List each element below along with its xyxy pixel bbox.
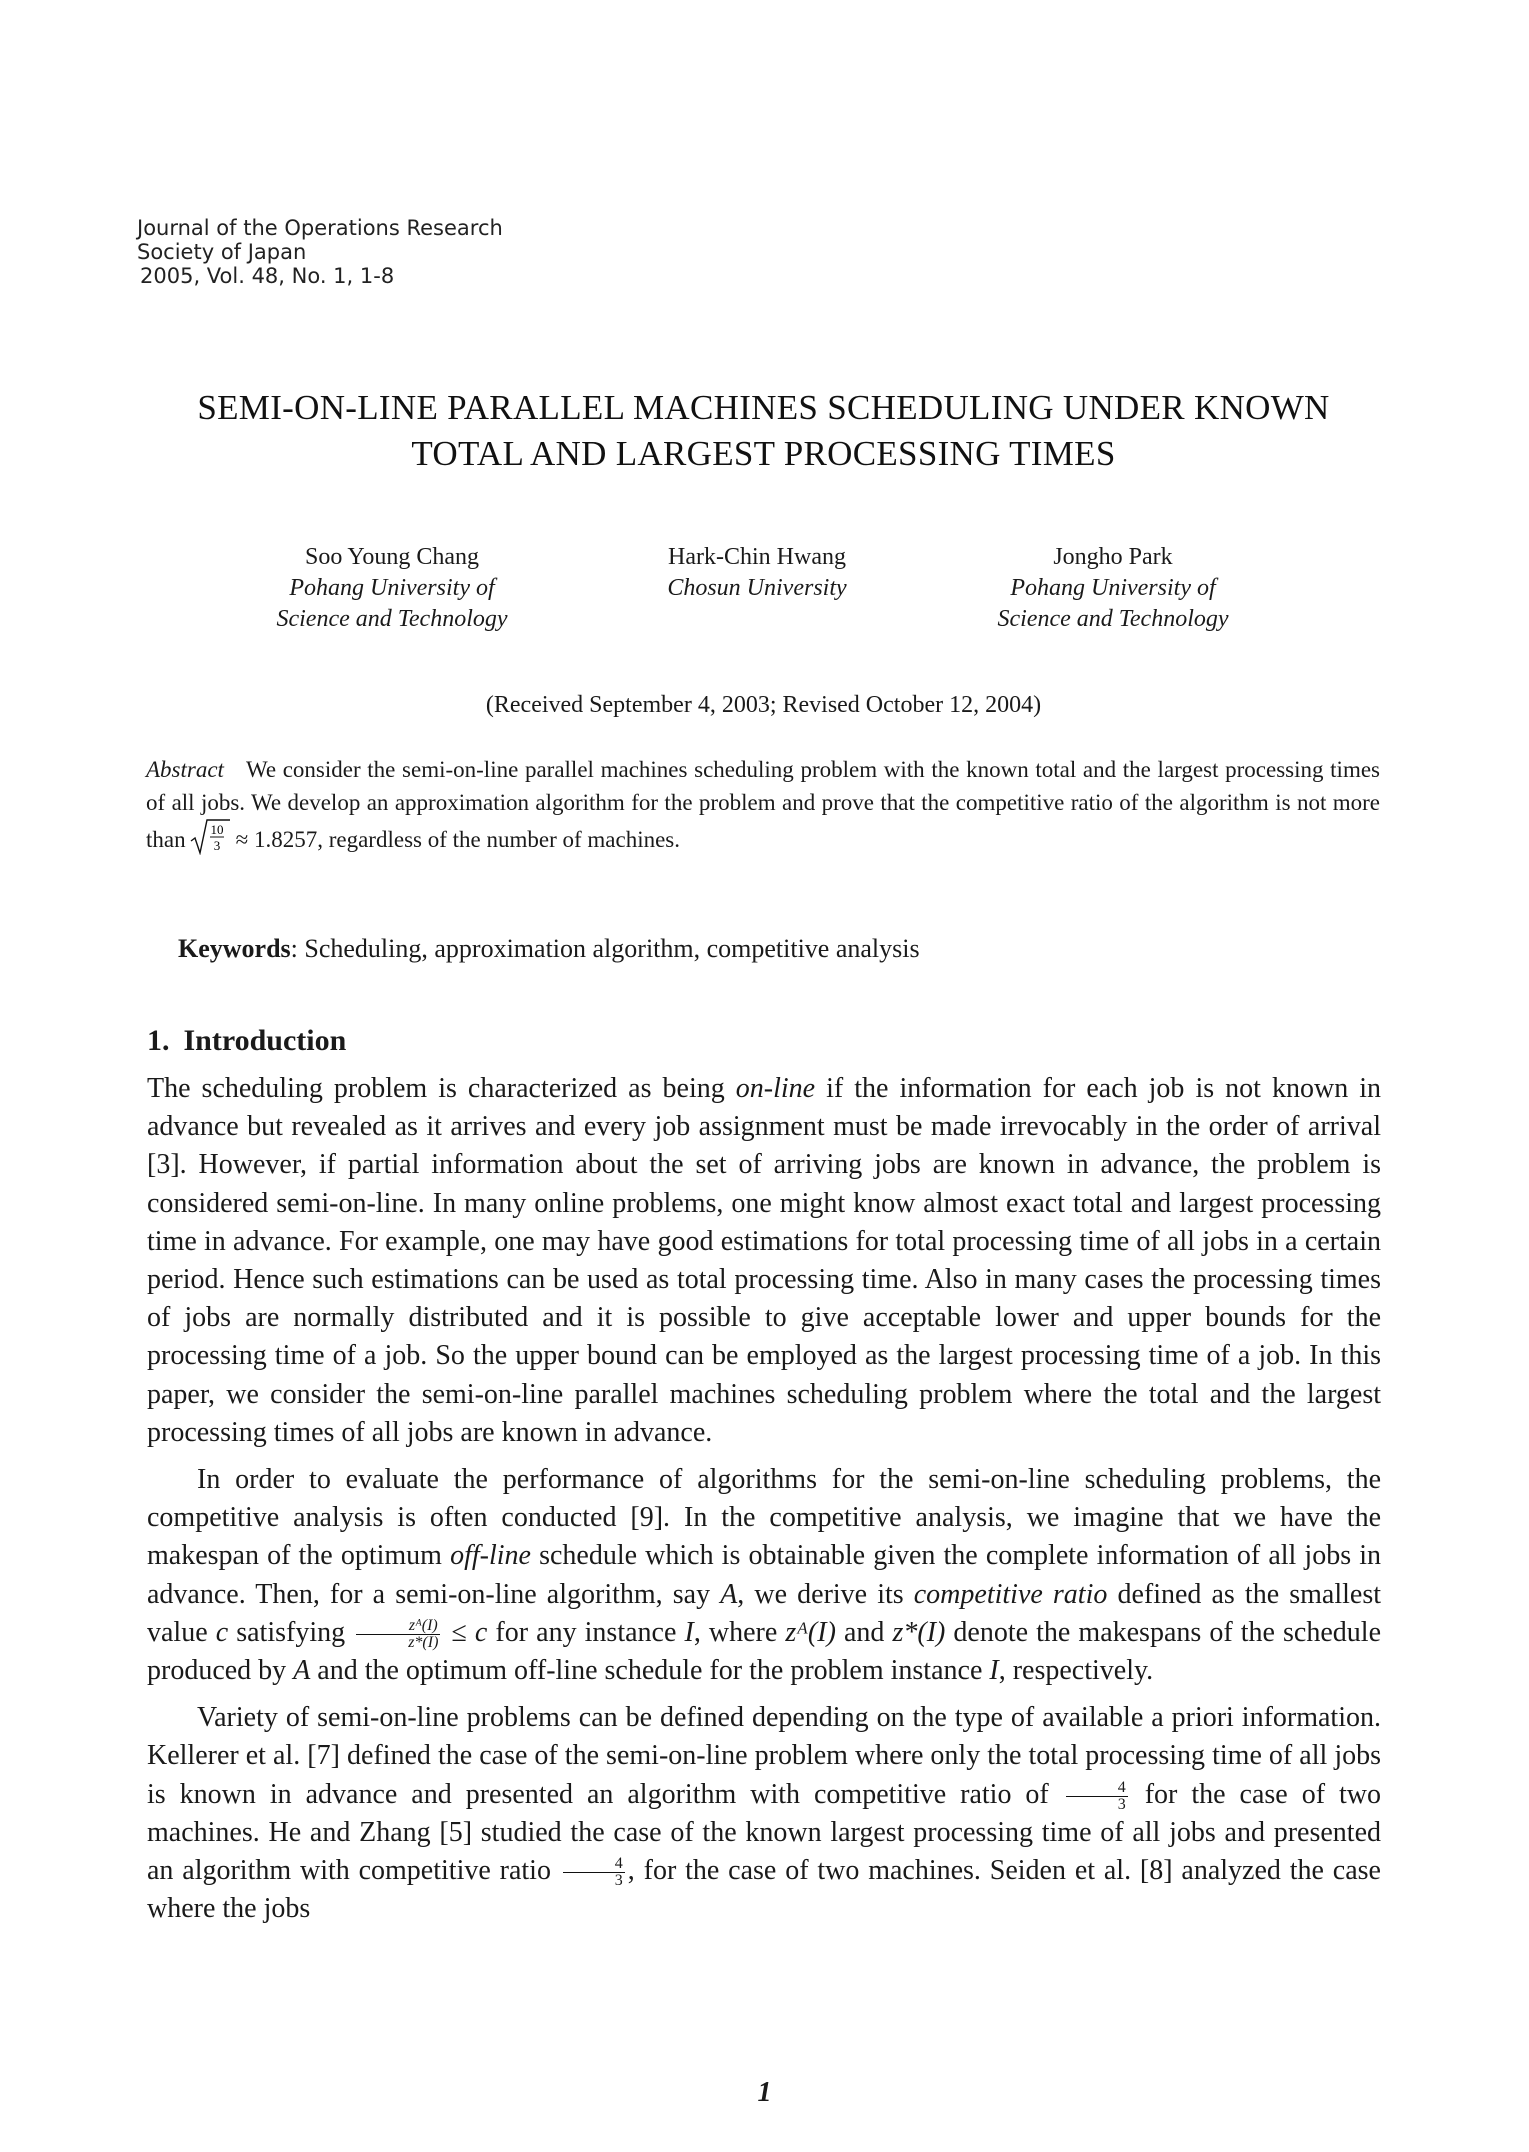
fraction-numerator: 4 — [1066, 1780, 1128, 1797]
sqrt-fraction — [190, 819, 230, 864]
fraction-numerator: 4 — [563, 1856, 625, 1873]
title-line2: TOTAL AND LARGEST PROCESSING TIMES — [411, 434, 1116, 473]
fraction-denominator: 3 — [1117, 1795, 1126, 1813]
fraction-numerator: zᴬ(I) — [356, 1618, 440, 1635]
abstract — [146, 753, 1380, 864]
emphasis: z*(I) — [892, 1616, 946, 1648]
text-span: , we derive its — [737, 1578, 914, 1610]
fraction-denominator: 3 — [614, 1872, 623, 1890]
section-heading — [147, 1022, 346, 1060]
paragraph — [147, 1070, 1381, 1452]
emphasis: A — [720, 1578, 738, 1610]
author-block — [953, 542, 1273, 635]
journal-name-line2: Society of Japan — [137, 240, 307, 264]
text-span: satisfying — [228, 1616, 354, 1648]
keywords — [178, 933, 1378, 965]
author-affiliation: Science and Technology — [997, 606, 1229, 632]
text-span: denote the makespans of the schedule produced by — [147, 1616, 1381, 1687]
section-number: 1. — [147, 1024, 170, 1057]
keywords-text: : Scheduling, approximation algorithm, competitive analysis — [290, 934, 920, 963]
abstract-text: We consider the semi-on-line parallel machines scheduling problem with the known total and the largest processing times of all jobs. We develop an approximation algorithm for the problem and prove that the competitive ratio of the algorithm is not more than — [146, 757, 1380, 852]
inline-fraction — [563, 1856, 625, 1889]
text-span: if the information for each job is not known in advance but revealed as it arrives and every job assignment must be made irrevocably in the order of arrival [3]. However, if partial information about the set of arriving jobs are known in advance, the problem is considered semi-on-line. In many online problems, one might know almost exact total and largest processing time in advance. For example, one may have good estimations for total processing time of all jobs in a certain period. Hence such estimations can be used as total processing time. Also in many cases the processing times of jobs are normally distributed and it is possible to give acceptable lower and upper bounds for the processing time of a job. So the upper bound can be employed as the largest processing time of a job. In this paper, we consider the semi-on-line parallel machines scheduling problem where the total and the largest processing times of all jobs are known in advance. — [147, 1073, 1381, 1448]
text-span: for any instance — [487, 1616, 685, 1648]
sqrt-radical-icon — [190, 819, 230, 855]
body-text — [147, 1070, 1381, 1937]
author-affiliation: Pohang University of — [1010, 575, 1216, 601]
author-name: Soo Young Chang — [304, 544, 480, 570]
author-list — [137, 542, 1390, 642]
paper-title — [137, 385, 1390, 477]
emphasis: zᴬ(I) — [785, 1616, 836, 1648]
text-span: for the case of two machines. He and Zhang [5] studied the case of the known largest processing time of all jobs and presented an algorithm with competitive ratio — [147, 1778, 1382, 1887]
author-affiliation: Pohang University of — [289, 575, 495, 601]
text-span: and — [835, 1616, 893, 1648]
page-number: 1 — [757, 2077, 772, 2108]
section-title: Introduction — [183, 1024, 347, 1057]
emphasis: I — [989, 1655, 999, 1687]
emphasis: A — [293, 1655, 311, 1687]
keywords-label: Keywords — [178, 934, 291, 963]
author-name: Hark-Chin Hwang — [668, 544, 846, 570]
abstract-text-end: ≈ 1.8257, regardless of the number of machines. — [235, 826, 680, 852]
received-dates: (Received September 4, 2003; Revised October 12, 2004) — [485, 692, 1042, 718]
text-span: The scheduling problem is characterized as being — [147, 1073, 736, 1104]
sqrt-numerator: 10 — [210, 822, 224, 837]
author-name: Jongho Park — [1053, 544, 1173, 570]
paragraph — [147, 1461, 1381, 1690]
text-span: , for the case of two machines. Seiden et al. [8] analyzed the case where the jobs — [147, 1855, 1381, 1925]
inline-fraction — [356, 1618, 440, 1651]
text-span: schedule which is obtainable given the complete information of all jobs in advance. Then, for a semi-on-line algorithm, say — [147, 1540, 1382, 1610]
sqrt-denominator: 3 — [213, 838, 220, 853]
author-affiliation: Chosun University — [667, 575, 847, 601]
emphasis: off-line — [450, 1540, 531, 1572]
inline-fraction — [1066, 1780, 1128, 1813]
emphasis: on-line — [735, 1073, 816, 1104]
emphasis: competitive ratio — [913, 1578, 1108, 1610]
text-span: In order to evaluate the performance of algorithms for the semi-on-line scheduling problems, the competitive analysis is often conducted [9]. In the competitive analysis, we imagine that we have the makespan of the optimum — [147, 1464, 1381, 1572]
text-span: ≤ — [443, 1616, 475, 1648]
emphasis: I — [684, 1616, 694, 1648]
title-line1: SEMI-ON-LINE PARALLEL MACHINES SCHEDULING UNDER KNOWN — [197, 388, 1330, 427]
fraction-denominator: z*(I) — [408, 1633, 439, 1651]
text-span: Variety of semi-on-line problems can be defined depending on the type of available a priori information. Kellerer et al. [7] defined the case of the semi-on-line problem where only the total processing time of all jobs is known in advance and presented an algorithm with competitive ratio of — [147, 1702, 1381, 1810]
author-affiliation: Science and Technology — [276, 606, 508, 632]
text-span: , respectively. — [998, 1655, 1154, 1687]
abstract-label: Abstract — [146, 757, 224, 782]
journal-name-line1: Journal of the Operations Research — [137, 216, 503, 240]
journal-info — [137, 216, 503, 288]
author-block — [597, 542, 917, 604]
paragraph — [147, 1699, 1381, 1928]
text-span: defined as the smallest value — [147, 1578, 1381, 1648]
text-span: and the optimum off-line schedule for the problem instance — [310, 1655, 990, 1687]
emphasis: c — [474, 1616, 488, 1648]
text-span: , where — [693, 1616, 786, 1648]
author-block — [232, 542, 552, 635]
journal-volume: 2005, Vol. 48, No. 1, 1-8 — [140, 264, 395, 288]
emphasis: c — [215, 1616, 229, 1648]
